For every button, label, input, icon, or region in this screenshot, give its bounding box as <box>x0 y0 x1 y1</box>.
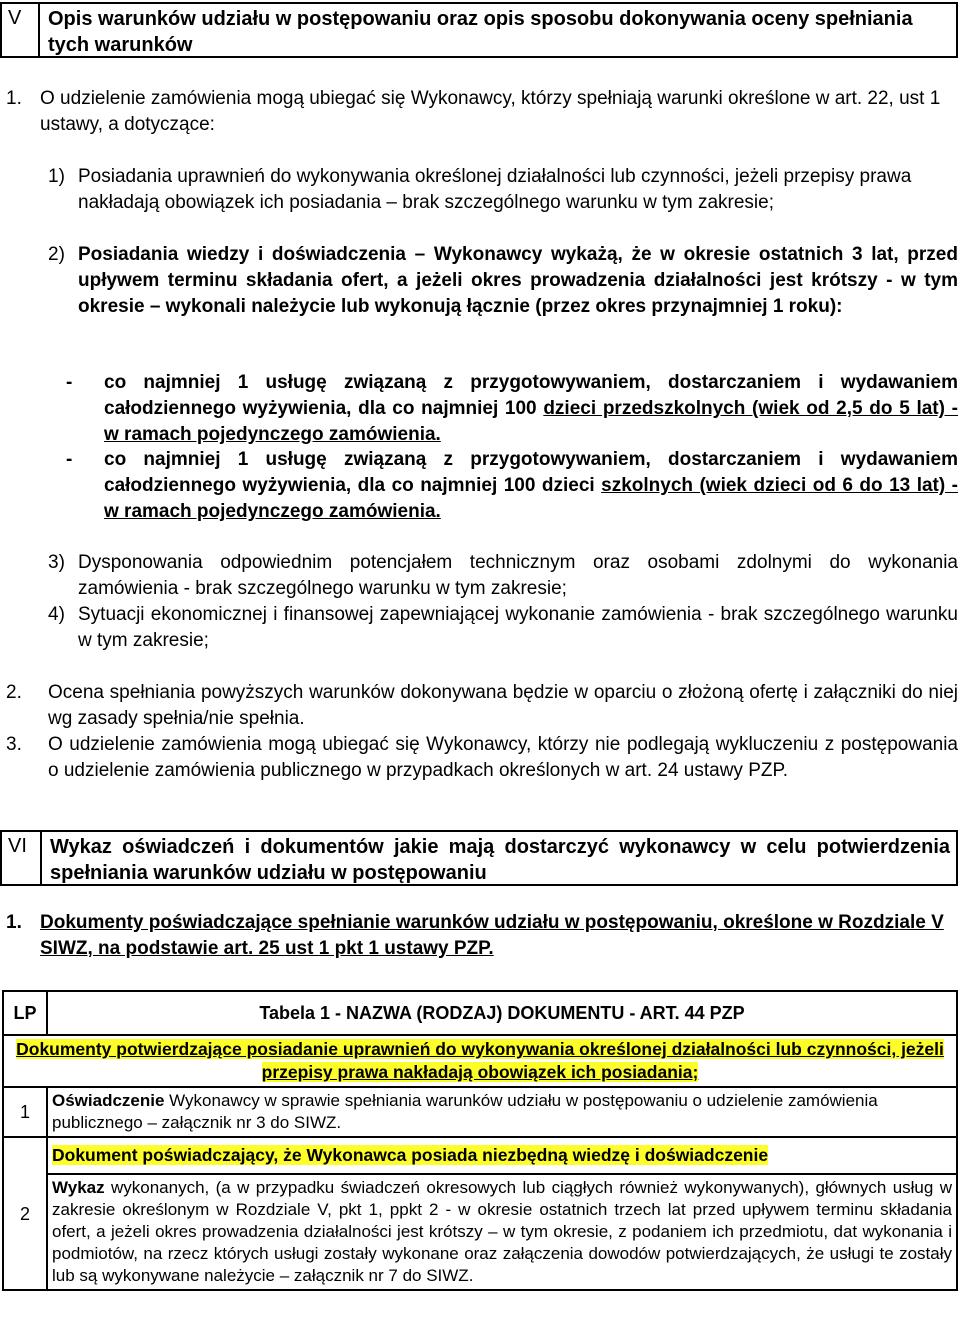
row-text: wykonanych, (a w przypadku świadczeń okresowych lub ciągłych również wykonywanych), głównych usług w zakresie określonym w Rozdziale V, pkt 1, ppkt 2 - w okresie ostatnich trzech lat przed upływem terminu składania ofert, a jeżeli okres prowadzenia działalności jest krótszy – w tym okresie, z podaniem ich przedmiotu, dat wykonania i podmiotów, na rzecz których usługi zostały wykonane oraz załączenia dowodów potwierdzających, że usługi te zostały lub są wykonywane należycie – załącznik nr 7 do SIWZ. <box>52 1178 952 1285</box>
group-heading: Dokument poświadczający, że Wykonawca posiada niezbędną wiedzę i doświadczenie <box>52 1145 769 1165</box>
list-marker: 2. <box>6 682 22 703</box>
row-bold-label: Wykaz <box>52 1178 105 1197</box>
row-bold-label: Oświadczenie <box>52 1091 165 1110</box>
list-marker: 3) <box>48 552 65 573</box>
requirement-underlined: szkolnych (wiek dzieci od 6 do 13 lat) - w ramach pojedynczego zamówienia. <box>104 475 958 522</box>
table-group-row <box>3 1035 957 1087</box>
list-marker: 4) <box>48 604 65 625</box>
column-lp-header: LP <box>3 991 47 1035</box>
section-number: V <box>2 4 40 56</box>
table-row <box>3 1174 957 1290</box>
row-lp: 1 <box>3 1087 47 1137</box>
list-marker: 1. <box>6 88 22 109</box>
section-title: Wykaz oświadczeń i dokumentów jakie mają dostarczyć wykonawcy w celu potwierdzenia spełniania warunków udziału w postępowaniu <box>50 836 950 884</box>
table-group-row <box>3 1137 957 1174</box>
group-heading: Dokumenty potwierdzające posiadanie uprawnień do wykonywania określonej działalności lub czynności, jeżeli przepisy prawa nakładają obowiązek ich posiadania; <box>16 1039 944 1082</box>
paragraph: Dokumenty poświadczające spełnianie warunków udziału w postępowaniu, określone w Rozdziale V SIWZ, na podstawie art. 25 ust 1 pkt 1 ustawy PZP. <box>40 912 944 959</box>
section-title: Opis warunków udziału w postępowaniu oraz opis sposobu dokonywania oceny spełniania tych warunków <box>48 8 913 56</box>
condition-2: Posiadania wiedzy i doświadczenia – Wykonawcy wykażą, że w okresie ostatnich 3 lat, przed upływem terminu składania ofert, a jeżeli okres prowadzenia działalności jest krótszy - w tym okresie – wykonali należycie lub wykonują łącznie (przez okres przynajmniej 1 roku): <box>78 244 958 317</box>
dash-marker: - <box>66 372 73 393</box>
requirement-preschool <box>104 370 958 448</box>
condition-4: Sytuacji ekonomicznej i finansowej zapewniającej wykonanie zamówienia - brak szczególnego warunku w tym zakresie; <box>78 604 958 651</box>
condition-3: Dysponowania odpowiednim potencjałem technicznym oraz osobami zdolnymi do wykonania zamówienia - brak szczególnego warunku w tym zakresie; <box>78 552 958 599</box>
requirement-text: co najmniej 1 usługę związaną z przygotowywaniem, dostarczaniem i wydawaniem całodziennego wyżywienia, dla co najmniej 100 <box>104 372 958 419</box>
requirement-school <box>104 447 958 525</box>
paragraph: O udzielenie zamówienia mogą ubiegać się Wykonawcy, którzy nie podlegają wykluczeniu z postępowania o udzielenie zamówienia publicznego w przypadkach określonych w art. 24 ustawy PZP. <box>48 734 958 781</box>
list-marker: 1) <box>48 166 65 187</box>
list-marker: 1. <box>6 912 22 933</box>
row-content <box>47 1174 957 1290</box>
section-number: VI <box>2 832 42 884</box>
condition-1: Posiadania uprawnień do wykonywania określonej działalności lub czynności, jeżeli przepisy prawa nakładają obowiązek ich posiadania – brak szczególnego warunku w tym zakresie; <box>78 166 912 213</box>
row-lp: 2 <box>3 1137 47 1290</box>
section-v-header <box>0 2 958 58</box>
paragraph: O udzielenie zamówienia mogą ubiegać się Wykonawcy, którzy spełniają warunki określone w art. 22, ust 1 ustawy, a dotyczące: <box>40 88 941 135</box>
requirement-underlined: dzieci przedszkolnych (wiek od 2,5 do 5 lat) - w ramach pojedynczego zamówienia. <box>104 398 958 445</box>
requirement-text: co najmniej 1 usługę związaną z przygotowywaniem, dostarczaniem i wydawaniem całodziennego wyżywienia, dla co najmniej 100 dzieci <box>104 449 958 496</box>
paragraph: Ocena spełniania powyższych warunków dokonywana będzie w oparciu o złożoną ofertę i załączniki do niej wg zasady spełnia/nie spełnia. <box>48 682 958 729</box>
list-marker: 3. <box>6 734 22 755</box>
table-row <box>3 1087 957 1137</box>
dash-marker: - <box>66 449 73 470</box>
table-title: Tabela 1 - NAZWA (RODZAJ) DOKUMENTU - ART. 44 PZP <box>47 991 957 1035</box>
documents-table <box>2 990 958 1291</box>
row-text: Wykonawcy w sprawie spełniania warunków udziału w postępowaniu o udzielenie zamówienia publicznego – załącznik nr 3 do SIWZ. <box>52 1091 878 1132</box>
row-content <box>47 1087 957 1137</box>
list-marker: 2) <box>48 244 65 265</box>
table-header-row <box>3 991 957 1035</box>
section-vi-header <box>0 830 958 886</box>
